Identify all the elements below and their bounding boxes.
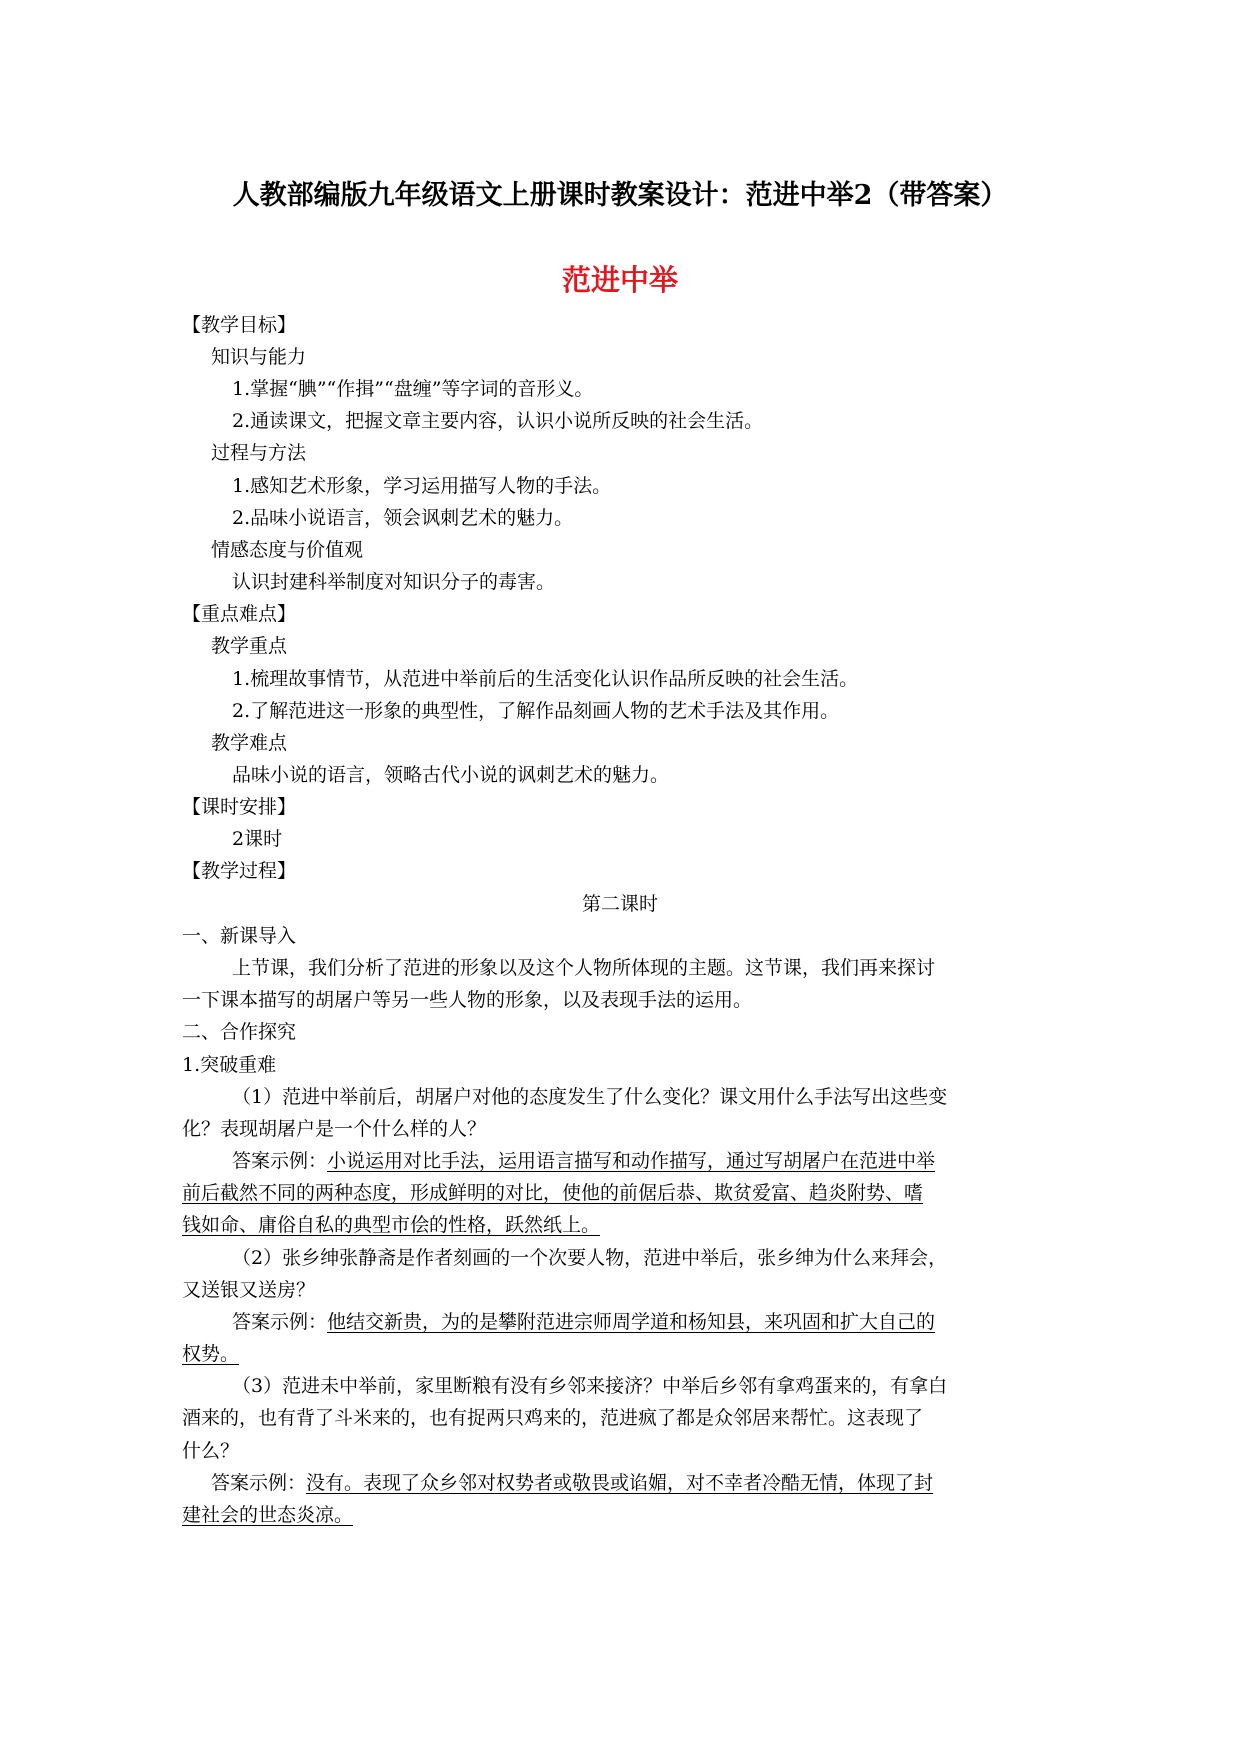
list-item: 2.了解范进这一形象的典型性，了解作品刻画人物的艺术手法及其作用。	[232, 700, 840, 722]
subheading: 教学重点	[211, 635, 288, 657]
subheading: 过程与方法	[211, 442, 307, 464]
lesson-title: 范进中举	[561, 263, 678, 297]
list-item: 品味小说的语言，领略古代小说的讽刺艺术的魅力。	[232, 764, 670, 786]
answer-line	[182, 1180, 923, 1206]
answer-text: 没有。表现了众乡邻对权势者或敬畏或谄媚，对不幸者冷酷无情，体现了封	[306, 1472, 934, 1494]
subheading: 情感态度与价值观	[211, 539, 364, 561]
answer-text: 小说运用对比手法，运用语言描写和动作描写，通过写胡屠户在范进中举	[327, 1150, 936, 1172]
section-heading: 【教学目标】	[182, 314, 297, 336]
answer-line	[182, 1212, 600, 1238]
list-item: 认识封建科举制度对知识分子的毒害。	[232, 571, 556, 593]
section-heading: 【教学过程】	[182, 860, 297, 882]
question-line: （3）范进未中举前，家里断粮有没有乡邻来接济？中举后乡邻有拿鸡蛋来的，有拿白	[232, 1375, 948, 1397]
answer-line	[232, 1309, 935, 1335]
section-heading: 【重点难点】	[182, 603, 297, 625]
lesson-period-heading: 第二课时	[581, 893, 658, 915]
question-line: 又送银又送房？	[182, 1279, 316, 1301]
paragraph-line: 上节课，我们分析了范进的形象以及这个人物所体现的主题。这节课，我们再来探讨	[232, 957, 936, 979]
list-item: 2.通读课文，把握文章主要内容，认识小说所反映的社会生活。	[232, 410, 764, 432]
question-line: 酒来的，也有背了斗米来的，也有捉两只鸡来的，范进疯了都是众邻居来帮忙。这表现了	[182, 1407, 924, 1429]
list-item: 1.梳理故事情节，从范进中举前后的生活变化认识作品所反映的社会生活。	[232, 668, 859, 690]
subheading: 知识与能力	[211, 346, 307, 368]
answer-text: 他结交新贵，为的是攀附范进宗师周学道和杨知县，来巩固和扩大自己的	[327, 1311, 936, 1333]
paragraph-line: 一下课本描写的胡屠户等另一些人物的形象，以及表现手法的运用。	[182, 989, 753, 1011]
subheading: 1.突破重难	[182, 1054, 277, 1076]
list-item: 2.品味小说语言，领会讽刺艺术的魅力。	[232, 507, 574, 529]
answer-line	[182, 1502, 353, 1528]
answer-line	[232, 1148, 935, 1174]
answer-text: 前后截然不同的两种态度，形成鲜明的对比，使他的前倨后恭、欺贫爱富、趋炎附势、嗜	[182, 1182, 924, 1204]
question-line: 化？表现胡屠户是一个什么样的人？	[182, 1118, 487, 1140]
document-title: 人教部编版九年级语文上册课时教案设计：范进中举2（带答案）	[232, 180, 1008, 211]
answer-line	[211, 1470, 933, 1496]
question-line: （1）范进中举前后，胡屠户对他的态度发生了什么变化？课文用什么手法写出这些变	[232, 1086, 948, 1108]
question-line: （2）张乡绅张静斋是作者刻画的一个次要人物，范进中举后，张乡绅为什么来拜会，	[232, 1247, 948, 1269]
answer-label: 答案示例：	[211, 1472, 307, 1494]
answer-line	[182, 1341, 239, 1367]
answer-label: 答案示例：	[232, 1150, 328, 1172]
section-heading: 【课时安排】	[182, 796, 297, 818]
answer-text: 钱如命、庸俗自私的典型市侩的性格，跃然纸上。	[182, 1214, 601, 1236]
answer-text: 权势。	[182, 1343, 240, 1365]
section-heading: 二、合作探究	[182, 1021, 297, 1043]
list-item: 1.掌握“腆”“作揖”“盘缠”等字词的音形义。	[232, 378, 594, 400]
list-item: 2课时	[232, 828, 283, 850]
answer-label: 答案示例：	[232, 1311, 328, 1333]
list-item: 1.感知艺术形象，学习运用描写人物的手法。	[232, 475, 612, 497]
subheading: 教学难点	[211, 732, 288, 754]
question-line: 什么？	[182, 1440, 240, 1462]
answer-text: 建社会的世态炎凉。	[182, 1504, 354, 1526]
section-heading: 一、新课导入	[182, 925, 297, 947]
